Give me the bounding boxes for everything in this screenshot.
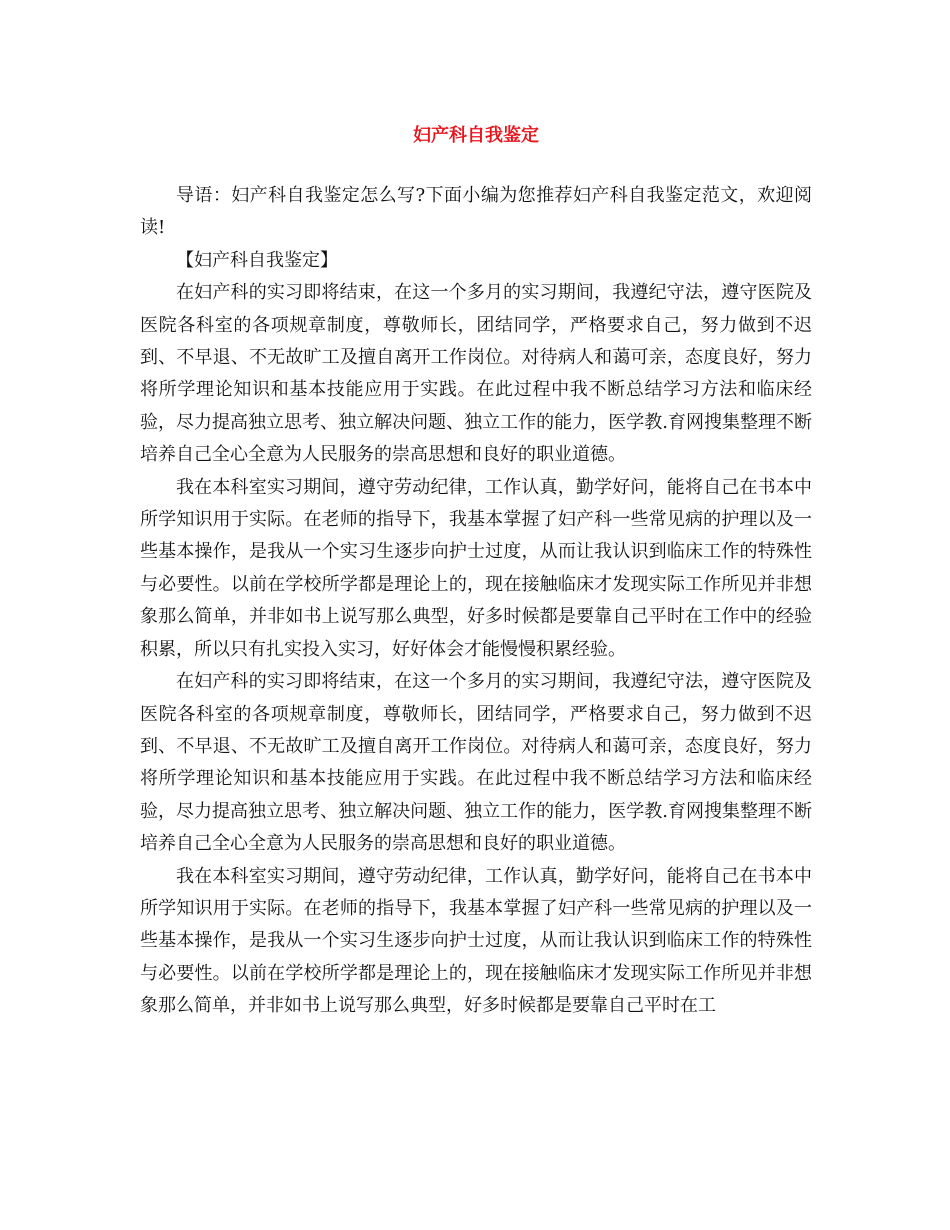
intro-paragraph: 导语：妇产科自我鉴定怎么写?下面小编为您推荐妇产科自我鉴定范文，欢迎阅读! — [140, 185, 812, 239]
body-paragraph-4: 我在本科室实习期间，遵守劳动纪律，工作认真，勤学好问，能将自己在书本中所学知识用于实际。在老师的指导下，我基本掌握了妇产科一些常见病的护理以及一些基本操作，是我从一个实习生逐步向护士过度，从而让我认识到临床工作的特殊性与必要性。以前在学校所学都是理论上的，现在接触临床才发现实际工作所见并非想象那么简单，并非如书上说写那么典型，好多时候都是要靠自己平时在工 — [140, 865, 812, 1017]
body-paragraph-1: 在妇产科的实习即将结束，在这一个多月的实习期间，我遵纪守法，遵守医院及医院各科室的各项规章制度，尊敬师长，团结同学，严格要求自己，努力做到不迟到、不早退、不无故旷工及擅自离开工作岗位。对待病人和蔼可亲，态度良好，努力将所学理论知识和基本技能应用于实践。在此过程中我不断总结学习方法和临床经验，尽力提高独立思考、独立解决问题、独立工作的能力，医学教.育网搜集整理不断培养自己全心全意为人民服务的崇高思想和良好的职业道德。 — [140, 282, 812, 466]
document-content — [140, 118, 812, 1023]
body-paragraph-2: 我在本科室实习期间，遵守劳动纪律，工作认真，勤学好问，能将自己在书本中所学知识用于实际。在老师的指导下，我基本掌握了妇产科一些常见病的护理以及一些基本操作，是我从一个实习生逐步向护士过度，从而让我认识到临床工作的特殊性与必要性。以前在学校所学都是理论上的，现在接触临床才发现实际工作所见并非想象那么简单，并非如书上说写那么典型，好多时候都是要靠自己平时在工作中的经验积累，所以只有扎实投入实习，好好体会才能慢慢积累经验。 — [140, 476, 812, 660]
document-title: 妇产科自我鉴定 — [413, 125, 539, 146]
document-body — [140, 180, 812, 1023]
body-paragraph-3: 在妇产科的实习即将结束，在这一个多月的实习期间，我遵纪守法，遵守医院及医院各科室的各项规章制度，尊敬师长，团结同学，严格要求自己，努力做到不迟到、不早退、不无故旷工及擅自离开工作岗位。对待病人和蔼可亲，态度良好，努力将所学理论知识和基本技能应用于实践。在此过程中我不断总结学习方法和临床经验，尽力提高独立思考、独立解决问题、独立工作的能力，医学教.育网搜集整理不断培养自己全心全意为人民服务的崇高思想和良好的职业道德。 — [140, 671, 812, 855]
section-heading: 【妇产科自我鉴定】 — [176, 249, 338, 271]
